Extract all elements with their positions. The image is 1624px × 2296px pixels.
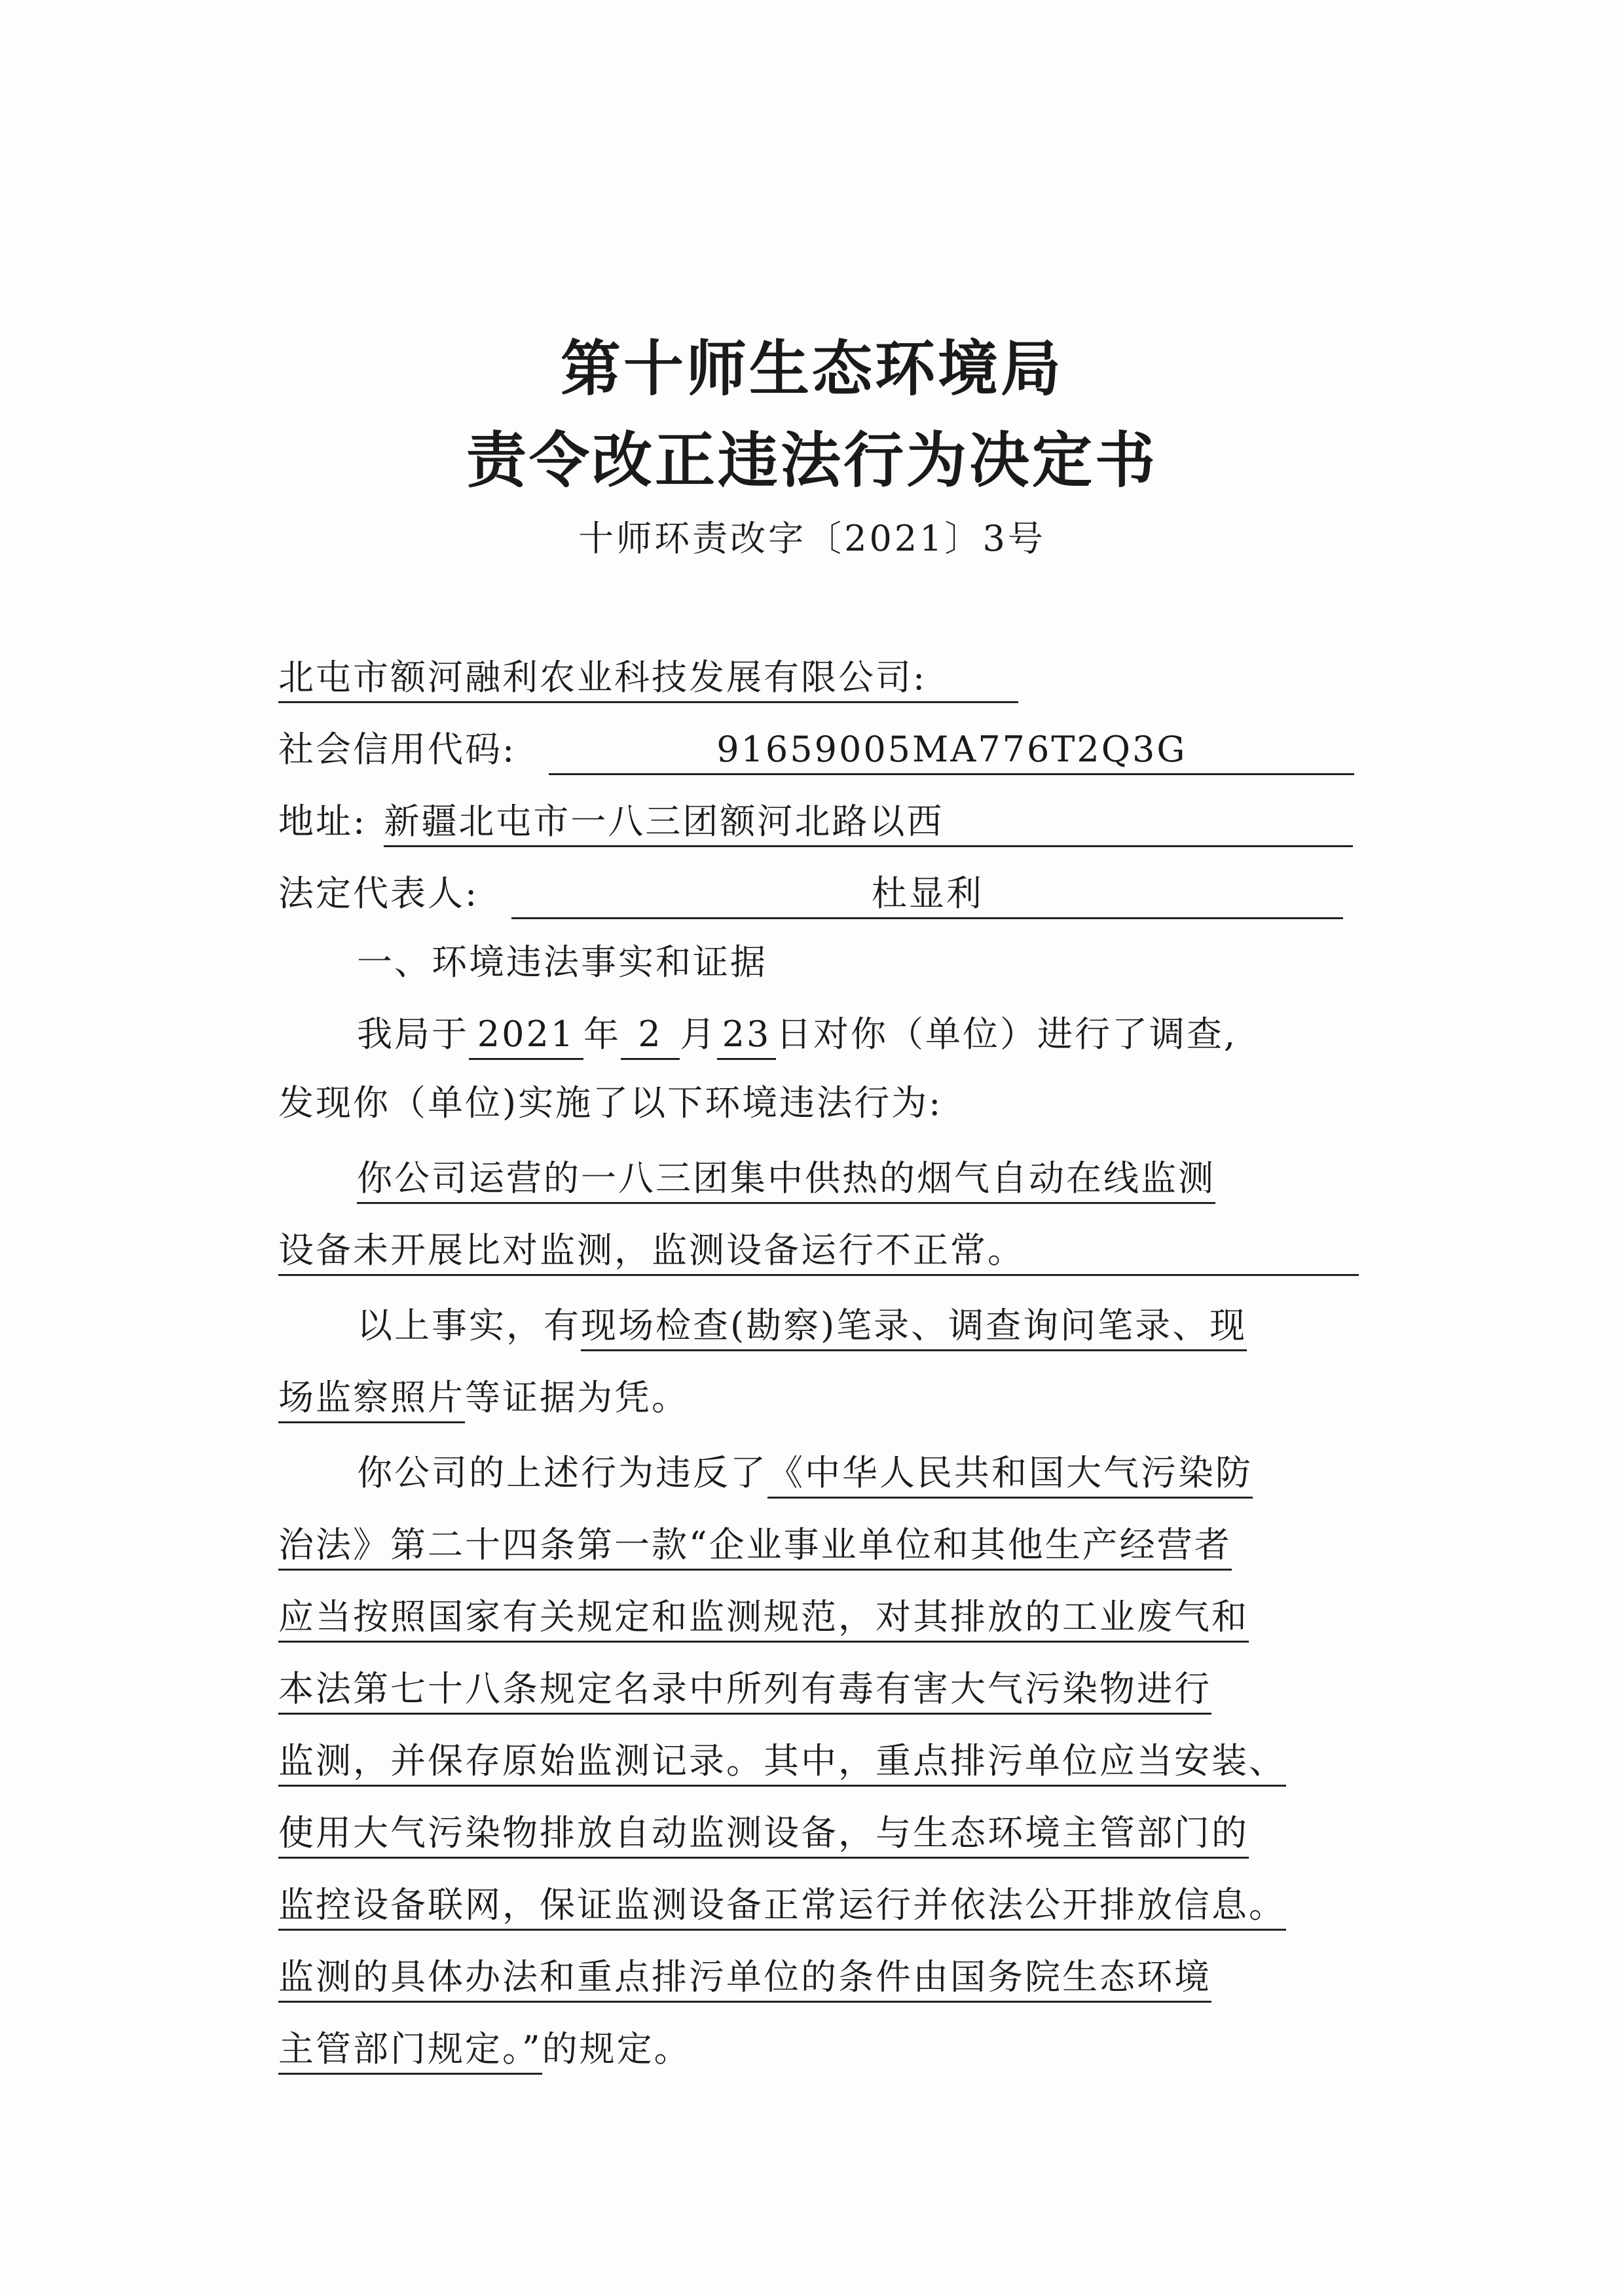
document-number: 十师环责改字〔2021〕3号 [578, 518, 1046, 559]
legal-rep-label: 法定代表人: [278, 873, 479, 914]
evidence-items-1: 现场检查(勘察)笔录、调查询问笔录、现 [581, 1302, 1247, 1351]
law-citation-6: 使用大气污染物排放自动监测设备，与生态环境主管部门的 [278, 1810, 1249, 1859]
law-line8 [278, 1951, 1211, 2003]
law-line3 [278, 1591, 1249, 1643]
recipient-company-line [278, 651, 1018, 704]
law-line9 [278, 2023, 692, 2075]
address-label: 地址: [278, 801, 367, 842]
law-citation-8: 监测的具体办法和重点排污单位的条件由国务院生态环境 [278, 1954, 1211, 2003]
legal-rep-line [278, 867, 1343, 920]
law-text-a: 你公司的上述行为违反了 [357, 1452, 767, 1493]
legal-rep-value: 杜显利 [511, 870, 1343, 919]
address-value: 新疆北屯市一八三团额河北路以西 [384, 798, 1353, 847]
investigation-text-d: 日对你（单位）进行了调查, [776, 1013, 1238, 1055]
document-title-type: 责令改正违法行为决定书 [466, 426, 1158, 496]
investigation-text-c: 月 [680, 1013, 717, 1055]
recipient-company: 北屯市额河融利农业科技发展有限公司: [278, 654, 1018, 703]
facts-line2 [278, 1224, 1359, 1277]
investigation-day: 23 [717, 1011, 776, 1060]
law-citation-1: 《中华人民共和国大气污染防 [767, 1449, 1253, 1499]
law-citation-9: 主管部门规定。” [278, 2026, 542, 2075]
law-line5 [278, 1735, 1286, 1787]
law-line7 [278, 1879, 1286, 1931]
evidence-line1 [357, 1300, 1247, 1352]
investigation-date-line [357, 1008, 1237, 1061]
credit-code-value: 91659005MA776T2Q3G [549, 726, 1354, 775]
law-citation-4: 本法第七十八条规定名录中所列有毒有害大气污染物进行 [278, 1666, 1211, 1715]
evidence-line2 [278, 1372, 689, 1424]
facts-line1 [357, 1152, 1215, 1205]
law-text-b: 的规定。 [542, 2028, 692, 2069]
law-citation-5: 监测，并保存原始监测记录。其中，重点排污单位应当安装、 [278, 1738, 1286, 1787]
law-line1 [357, 1447, 1253, 1499]
law-citation-2: 治法》第二十四条第一款“企业事业单位和其他生产经营者 [278, 1522, 1232, 1571]
investigation-month: 2 [621, 1011, 680, 1060]
law-citation-7: 监控设备联网，保证监测设备正常运行并依法公开排放信息。 [278, 1882, 1286, 1931]
law-line6 [278, 1807, 1249, 1859]
investigation-year: 2021 [469, 1011, 583, 1060]
evidence-items-2: 场监察照片 [278, 1374, 465, 1423]
law-line4 [278, 1663, 1211, 1715]
address-line [278, 795, 1353, 848]
facts-text-1: 你公司运营的一八三团集中供热的烟气自动在线监测 [357, 1155, 1215, 1204]
document-title-agency: 第十师生态环境局 [560, 334, 1063, 404]
section-heading: 一、环境违法事实和证据 [357, 941, 767, 983]
investigation-line2: 发现你（单位)实施了以下环境违法行为: [278, 1082, 943, 1123]
law-citation-3: 应当按照国家有关规定和监测规范，对其排放的工业废气和 [278, 1594, 1249, 1643]
credit-code-label: 社会信用代码: [278, 729, 517, 770]
evidence-text-a: 以上事实，有 [357, 1305, 581, 1346]
evidence-text-b: 等证据为凭。 [465, 1377, 689, 1418]
facts-text-2: 设备未开展比对监测，监测设备运行不正常。 [278, 1227, 1359, 1276]
law-line2 [278, 1519, 1232, 1571]
investigation-text-a: 我局于 [357, 1013, 469, 1055]
investigation-text-b: 年 [583, 1013, 621, 1055]
credit-code-line [278, 723, 1354, 776]
